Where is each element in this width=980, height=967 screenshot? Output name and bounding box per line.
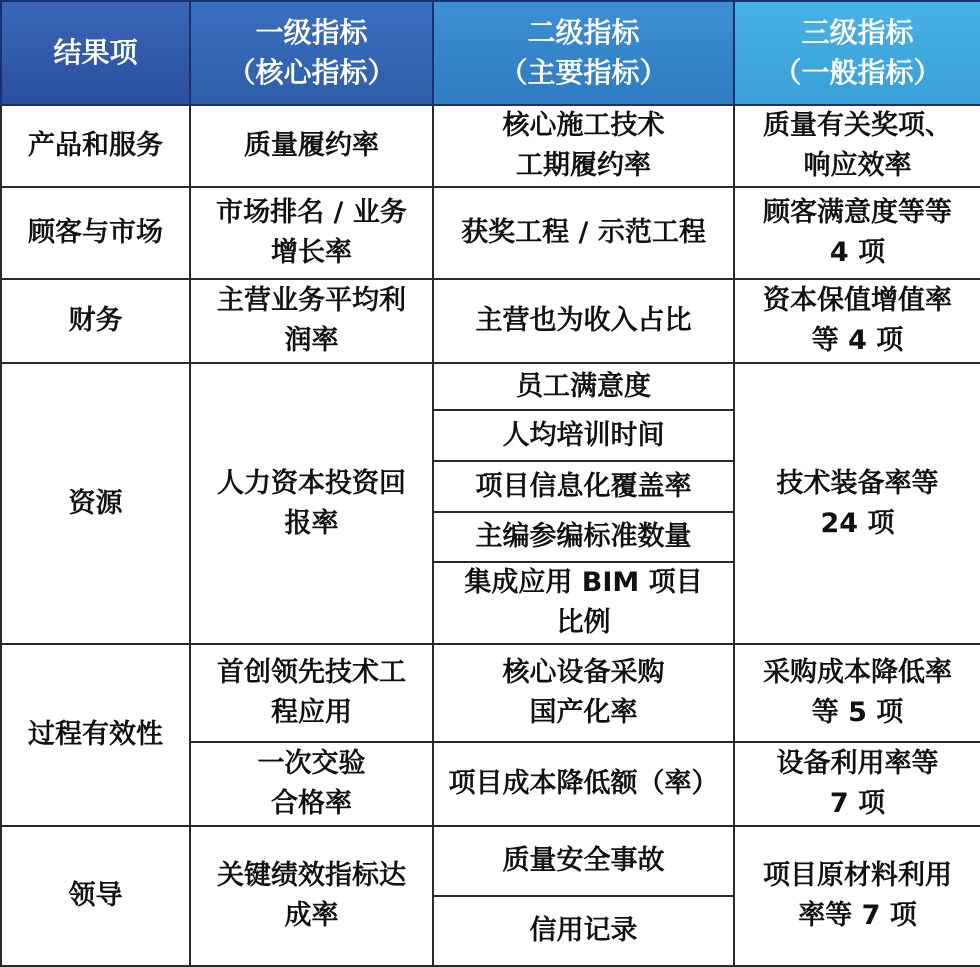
level2-cell: 质量安全事故 <box>433 826 734 896</box>
level2-cell: 获奖工程 / 示范工程 <box>433 187 734 279</box>
level1-cell: 一次交验 合格率 <box>190 742 433 826</box>
table-row <box>1 105 980 187</box>
category-cell: 资源 <box>1 363 190 644</box>
category-cell: 财务 <box>1 279 190 363</box>
level2-cell: 主编参编标准数量 <box>433 512 734 562</box>
level1-cell: 关键绩效指标达 成率 <box>190 826 433 966</box>
level3-cell: 设备利用率等 7 项 <box>734 742 980 826</box>
header-row <box>1 1 980 105</box>
table-row <box>1 363 980 410</box>
level2-cell: 核心设备采购 国产化率 <box>433 644 734 742</box>
table-row <box>1 187 980 279</box>
level2-cell: 员工满意度 <box>433 363 734 410</box>
level3-cell: 资本保值增值率 等 4 项 <box>734 279 980 363</box>
category-cell: 产品和服务 <box>1 105 190 187</box>
level1-cell: 主营业务平均利 润率 <box>190 279 433 363</box>
table-row <box>1 826 980 896</box>
level3-cell: 项目原材料利用 率等 7 项 <box>734 826 980 966</box>
category-cell: 顾客与市场 <box>1 187 190 279</box>
header-level3: 三级指标 （一般指标） <box>734 1 980 105</box>
level1-cell: 首创领先技术工 程应用 <box>190 644 433 742</box>
category-cell: 过程有效性 <box>1 644 190 826</box>
level1-cell: 人力资本投资回 报率 <box>190 363 433 644</box>
level3-cell: 技术装备率等 24 项 <box>734 363 980 644</box>
level3-cell: 顾客满意度等等 4 项 <box>734 187 980 279</box>
table-row <box>1 279 980 363</box>
level2-cell: 集成应用 BIM 项目 比例 <box>433 562 734 644</box>
header-level1: 一级指标 （核心指标） <box>190 1 433 105</box>
level2-cell: 项目成本降低额（率） <box>433 742 734 826</box>
level3-cell: 采购成本降低率 等 5 项 <box>734 644 980 742</box>
level1-cell: 市场排名 / 业务 增长率 <box>190 187 433 279</box>
header-result-item: 结果项 <box>1 1 190 105</box>
level1-cell: 质量履约率 <box>190 105 433 187</box>
level2-cell: 信用记录 <box>433 896 734 966</box>
level2-cell: 人均培训时间 <box>433 410 734 461</box>
level3-cell: 质量有关奖项、 响应效率 <box>734 105 980 187</box>
level2-cell: 核心施工技术 工期履约率 <box>433 105 734 187</box>
category-cell: 领导 <box>1 826 190 966</box>
level2-cell: 项目信息化覆盖率 <box>433 461 734 512</box>
level2-cell: 主营也为收入占比 <box>433 279 734 363</box>
table-row <box>1 644 980 742</box>
header-level2: 二级指标 （主要指标） <box>433 1 734 105</box>
